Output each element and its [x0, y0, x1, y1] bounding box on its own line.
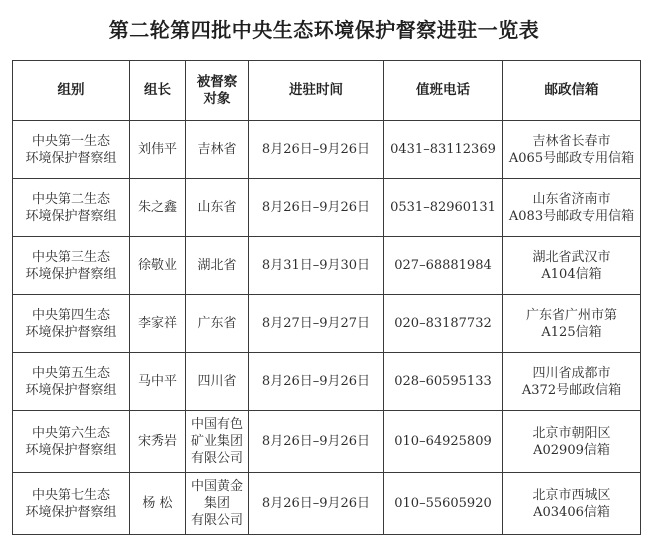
group-name-line1: 中央第五生态	[31, 365, 110, 381]
time-cell: 8月26日–9月26日	[249, 121, 384, 179]
time-cell: 8月26日–9月26日	[249, 179, 384, 237]
postal-line1: 北京市朝阳区	[532, 425, 611, 441]
leader-cell: 朱之鑫	[130, 179, 186, 237]
leader-cell: 宋秀岩	[130, 411, 186, 473]
target-line: 吉林省	[197, 142, 237, 157]
postal-cell	[503, 121, 641, 179]
postal-cell	[503, 473, 641, 535]
postal-line2: A02909信箱	[533, 442, 610, 458]
postal-line2: A03406信箱	[533, 504, 610, 520]
target-line: 矿业集团	[190, 434, 243, 449]
phone-cell: 020–83187732	[384, 295, 503, 353]
table-row	[13, 237, 641, 295]
target-line: 有限公司	[190, 451, 243, 466]
time-cell: 8月26日–9月26日	[249, 411, 384, 473]
phone-cell: 0531–82960131	[384, 179, 503, 237]
group-name-line1: 中央第四生态	[31, 307, 110, 323]
page-title: 第二轮第四批中央生态环境保护督察进驻一览表	[108, 18, 540, 42]
target-cell	[186, 121, 249, 179]
group-cell	[13, 411, 130, 473]
postal-cell	[503, 353, 641, 411]
postal-line1: 北京市西城区	[532, 487, 611, 503]
header-postal: 邮政信箱	[503, 61, 641, 121]
postal-line1: 吉林省长春市	[532, 133, 611, 149]
target-line: 中国有色	[190, 417, 243, 432]
target-cell	[186, 295, 249, 353]
inspection-table	[12, 60, 641, 535]
table-header-row	[13, 61, 641, 121]
time-cell: 8月27日–9月27日	[249, 295, 384, 353]
group-cell	[13, 353, 130, 411]
target-line: 广东省	[197, 316, 237, 331]
postal-line1: 湖北省武汉市	[532, 249, 611, 265]
leader-cell: 李家祥	[130, 295, 186, 353]
group-cell	[13, 237, 130, 295]
target-line: 有限公司	[190, 513, 243, 528]
target-cell	[186, 237, 249, 295]
header-target-line1: 被督察	[196, 73, 238, 90]
postal-line1: 山东省济南市	[532, 191, 611, 207]
header-time: 进驻时间	[249, 61, 384, 121]
postal-cell	[503, 411, 641, 473]
leader-cell: 马中平	[130, 353, 186, 411]
phone-cell: 028–60595133	[384, 353, 503, 411]
group-name-line2: 环境保护督察组	[25, 382, 117, 398]
time-cell: 8月26日–9月26日	[249, 473, 384, 535]
target-line: 中国黄金	[190, 479, 243, 494]
table-row	[13, 121, 641, 179]
target-line: 山东省	[197, 200, 237, 215]
group-name-line2: 环境保护督察组	[25, 266, 117, 282]
header-target-line2: 对象	[203, 90, 231, 107]
table-body	[13, 121, 641, 535]
group-name-line1: 中央第一生态	[31, 133, 110, 149]
target-cell	[186, 179, 249, 237]
target-cell	[186, 353, 249, 411]
postal-line1: 广东省广州市第	[525, 307, 617, 323]
leader-cell: 刘伟平	[130, 121, 186, 179]
postal-line2: A104信箱	[541, 266, 602, 282]
target-line: 湖北省	[197, 258, 237, 273]
postal-cell	[503, 179, 641, 237]
table-row	[13, 411, 641, 473]
phone-cell: 027–68881984	[384, 237, 503, 295]
table-row	[13, 179, 641, 237]
leader-cell: 徐敬业	[130, 237, 186, 295]
header-group: 组别	[13, 61, 130, 121]
group-cell	[13, 295, 130, 353]
group-name-line2: 环境保护督察组	[25, 324, 117, 340]
group-cell	[13, 473, 130, 535]
postal-line2: A125信箱	[541, 324, 602, 340]
group-name-line1: 中央第六生态	[31, 425, 110, 441]
postal-line1: 四川省成都市	[532, 365, 611, 381]
group-name-line2: 环境保护督察组	[25, 442, 117, 458]
leader-cell: 杨 松	[130, 473, 186, 535]
postal-cell	[503, 295, 641, 353]
group-name-line2: 环境保护督察组	[25, 208, 117, 224]
target-line: 集团	[203, 496, 230, 511]
time-cell: 8月26日–9月26日	[249, 353, 384, 411]
group-name-line1: 中央第二生态	[31, 191, 110, 207]
group-name-line2: 环境保护督察组	[25, 504, 117, 520]
header-phone: 值班电话	[384, 61, 503, 121]
target-cell	[186, 411, 249, 473]
group-name-line2: 环境保护督察组	[25, 150, 117, 166]
group-cell	[13, 121, 130, 179]
postal-cell	[503, 237, 641, 295]
group-name-line1: 中央第七生态	[31, 487, 110, 503]
time-cell: 8月31日–9月30日	[249, 237, 384, 295]
group-cell	[13, 179, 130, 237]
header-leader: 组长	[130, 61, 186, 121]
postal-line2: A065号邮政专用信箱	[508, 150, 635, 166]
phone-cell: 0431–83112369	[384, 121, 503, 179]
table-row	[13, 295, 641, 353]
postal-line2: A083号邮政专用信箱	[508, 208, 635, 224]
table-row	[13, 353, 641, 411]
target-cell	[186, 473, 249, 535]
header-target	[186, 61, 249, 121]
phone-cell: 010–64925809	[384, 411, 503, 473]
group-name-line1: 中央第三生态	[31, 249, 110, 265]
table-row	[13, 473, 641, 535]
target-line: 四川省	[197, 374, 237, 389]
phone-cell: 010–55605920	[384, 473, 503, 535]
postal-line2: A372号邮政信箱	[521, 382, 622, 398]
